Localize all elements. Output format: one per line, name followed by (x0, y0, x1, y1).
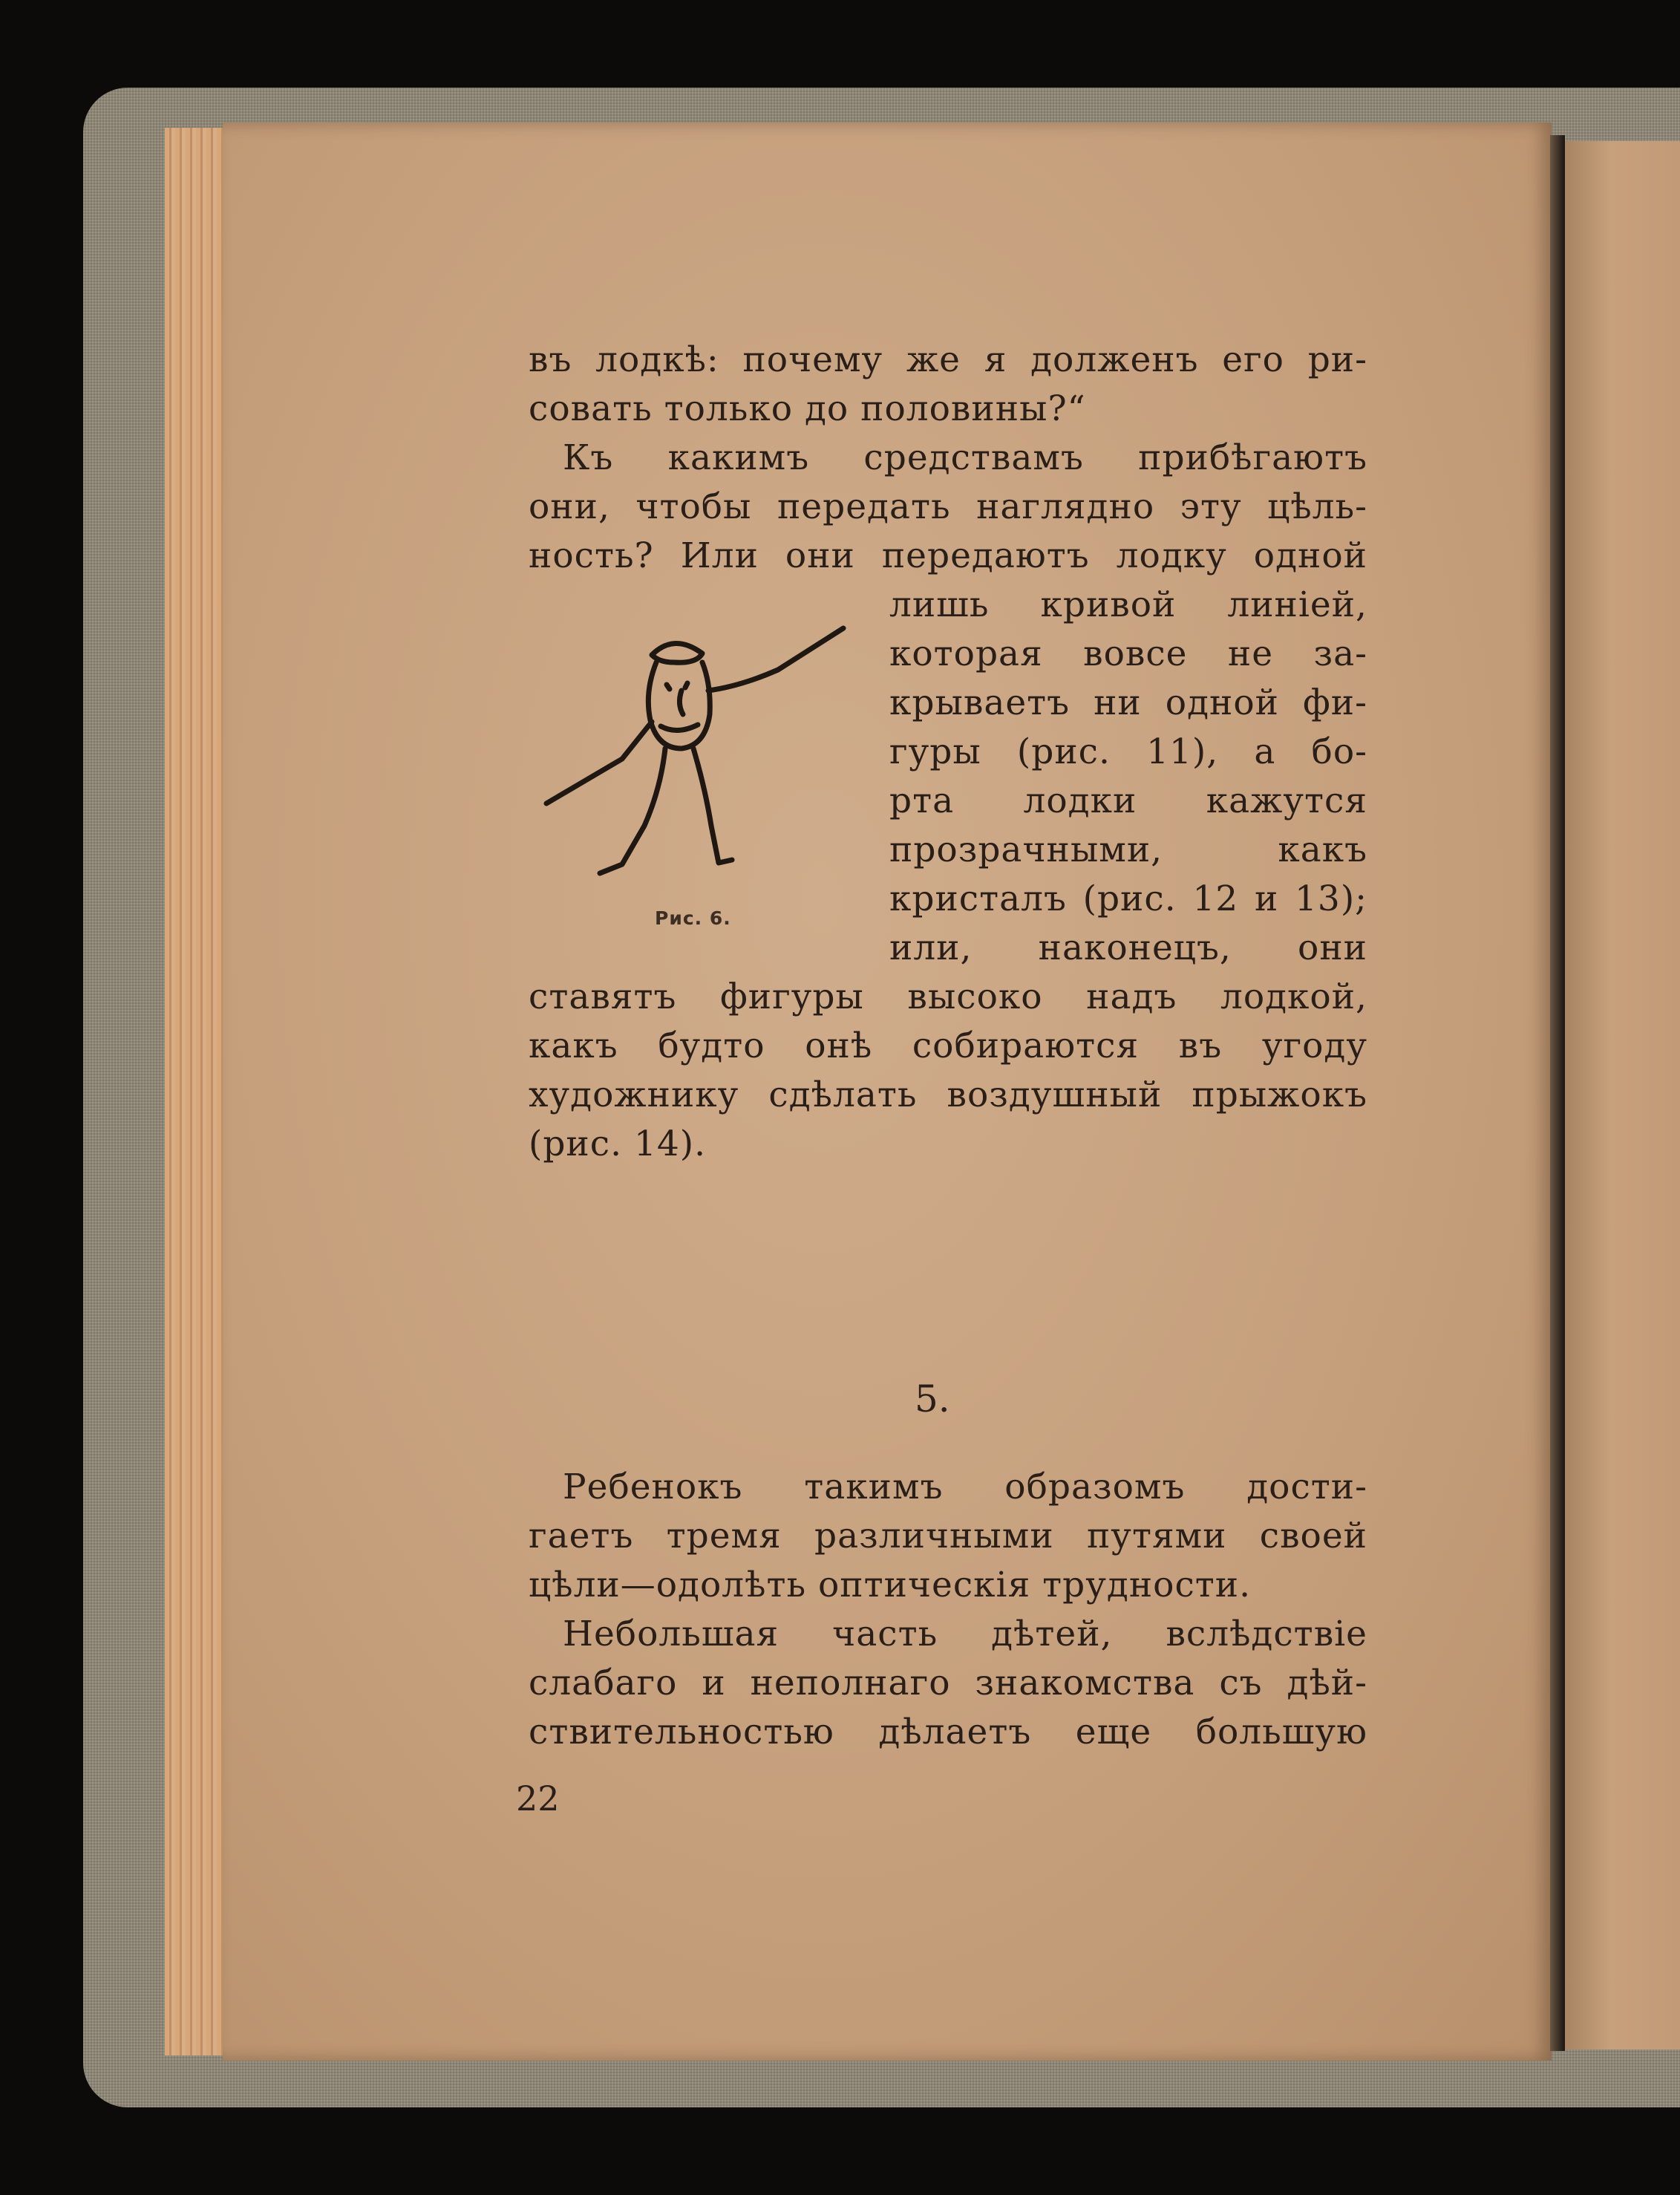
paragraph-section-5 (529, 1463, 1367, 1757)
paragraph-continued (529, 973, 1367, 1169)
text-line: художнику сдѣлать воздушный прыжокъ (529, 1074, 1367, 1115)
text-line: (рис. 14). (529, 1123, 707, 1164)
text-line: совать только до половины?“ (529, 388, 1086, 429)
text-line: лишь кривой линіей, (889, 584, 1367, 625)
text-line: слабаго и неполнаго знакомства съ дѣй- (529, 1663, 1367, 1703)
text-line: цѣли—одолѣть оптическія трудности. (529, 1565, 1252, 1605)
text-line: Небольшая часть дѣтей, вслѣдствіе (563, 1614, 1367, 1654)
stick-figure-illustration (533, 603, 860, 900)
text-line: какъ будто онѣ собираются въ угоду (529, 1025, 1367, 1066)
paragraph-wrap (889, 581, 1367, 973)
text-line: Ребенокъ такимъ образомъ дости- (563, 1467, 1367, 1507)
text-line: въ лодкѣ: почему же я долженъ его ри- (529, 339, 1367, 380)
text-line: или, наконецъ, они (889, 927, 1367, 968)
text-line: кристалъ (рис. 12 и 13); (889, 878, 1367, 919)
text-line: крываетъ ни одной фи- (889, 682, 1367, 723)
section-number: 5. (915, 1377, 950, 1421)
page-number: 22 (516, 1778, 560, 1819)
text-line: гаетъ тремя различными путями своей (529, 1516, 1367, 1556)
figure-caption: Рис. 6. (655, 907, 731, 929)
text-line: Къ какимъ средствамъ прибѣгаютъ (563, 437, 1367, 478)
child-drawing-figure (533, 603, 860, 900)
text-line: рта лодки кажутся (889, 780, 1367, 821)
paragraph-top (529, 336, 1367, 581)
text-line: они, чтобы передать наглядно эту цѣль- (529, 486, 1367, 527)
text-line: ствительностью дѣлаетъ еще большую (529, 1712, 1367, 1752)
facing-page (1565, 141, 1680, 2049)
text-line: ность? Или они передаютъ лодку одной (529, 535, 1367, 576)
text-line: прозрачными, какъ (889, 829, 1367, 870)
text-line: гуры (рис. 11), а бо- (889, 731, 1367, 772)
text-line: ставятъ фигуры высоко надъ лодкой, (529, 976, 1367, 1017)
text-line: которая вовсе не за- (889, 633, 1367, 674)
book-gutter (1550, 135, 1565, 2051)
